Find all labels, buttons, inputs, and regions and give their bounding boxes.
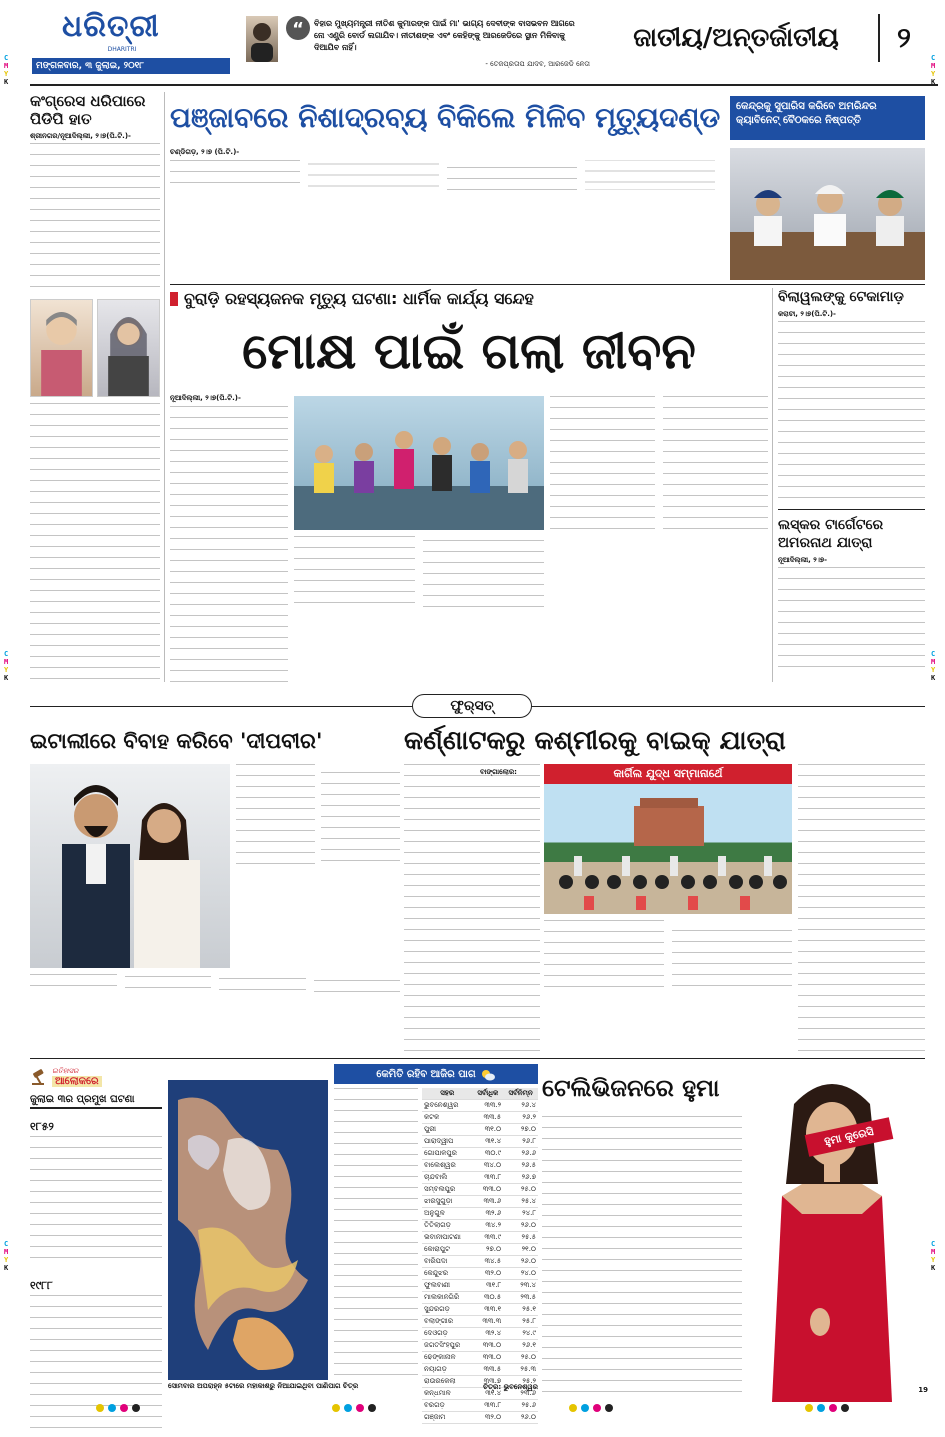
quote-mark-icon: “ — [286, 16, 310, 40]
weather-row — [422, 1112, 538, 1124]
weather-panel — [334, 1064, 538, 1421]
bike-rally-body-mid — [544, 920, 792, 1054]
weather-row — [422, 1244, 538, 1256]
history-label-top: ଇତିହାସର — [52, 1067, 79, 1075]
satellite-caption: ସୋମବାର ଅପରାହ୍ନ ୫ଟାରେ ମହାକାଶରୁ ନିଆଯାଇଥିବା ପାଣିପାଗ ଚିତ୍ର — [168, 1382, 359, 1390]
amarinder-cabinet-photo — [730, 148, 925, 280]
history-label — [52, 1067, 102, 1087]
weather-max-cell: ୩୧.୮ — [472, 1280, 503, 1292]
weather-min-cell: ୨୬.୭ — [503, 1172, 538, 1184]
reg-dots-1 — [94, 1397, 142, 1416]
burari-headline: ମୋକ୍ଷ ପାଇଁ ଗଲା ଜୀବନ — [242, 322, 696, 380]
kargil-banner: କାର୍ଗିଲ ଯୁଦ୍ଧ ସମ୍ମାନାର୍ଥେ — [544, 764, 792, 784]
weather-row — [422, 1124, 538, 1136]
section-label: ଜାତୀୟ/ଅନ୍ତର୍ଜାତୀୟ — [633, 23, 839, 53]
deepveer-story — [30, 724, 400, 1054]
weather-max-cell: ୩୨.୦ — [472, 1268, 503, 1280]
masthead-logo — [62, 8, 182, 56]
history-label-bottom: ଆଲୋକରେ — [52, 1076, 102, 1087]
weather-city-cell: ତିତିଲାଗଡ଼ — [422, 1220, 472, 1232]
weather-min-cell: ୨୫.୨ — [503, 1376, 538, 1388]
weather-max-cell: ୩୩.୭ — [472, 1376, 503, 1388]
weather-city-cell: ବାଲେଶ୍ୱର — [422, 1160, 472, 1172]
weather-min-cell: ୨୬.୦ — [503, 1256, 538, 1268]
weather-max-cell: ୩୦.୫ — [472, 1292, 503, 1304]
right-column — [778, 288, 925, 682]
weather-forecast-text — [334, 1088, 418, 1380]
quote-avatar — [246, 16, 278, 62]
weather-row — [422, 1412, 538, 1424]
bike-rally-story — [404, 724, 925, 1054]
weather-city-cell: ବଲାଙ୍ଗୀର — [422, 1316, 472, 1328]
deepveer-headline: ଇଟାଲୀରେ ବିବାହ କରିବେ 'ଦୀପବୀର' — [30, 729, 323, 753]
weather-city-cell: ପାରାଦ୍ୱୀପ — [422, 1136, 472, 1148]
weather-row — [422, 1364, 538, 1376]
weather-city-cell: ଝାରସୁଗୁଡ଼ା — [422, 1196, 472, 1208]
weather-max-cell: ୩୩.୧ — [472, 1304, 503, 1316]
history-title: ଜୁଲାଇ ୩ର ପ୍ରମୁଖ ଘଟଣା — [30, 1092, 162, 1109]
weather-min-cell: ୨୪.୮ — [503, 1208, 538, 1220]
kicker-bullet-icon — [170, 292, 178, 306]
logo-subtitle: DHARITRI — [107, 46, 137, 53]
weather-city-cell: ଭୁବନେଶ୍ୱର — [422, 1100, 472, 1112]
weather-min-cell: ୨୬.୧ — [503, 1340, 538, 1352]
weather-row — [422, 1328, 538, 1340]
weather-city-cell: ଭବାନୀପାଟଣା — [422, 1232, 472, 1244]
weather-max-cell: ୩୩.୬ — [472, 1196, 503, 1208]
weather-city-cell: ଦେଓଗଡ଼ — [422, 1328, 472, 1340]
weather-table-header — [422, 1088, 538, 1100]
history-item-2-year: ୧୯୮୮ — [30, 1279, 53, 1292]
weather-max-cell: ୩୧.୦ — [472, 1124, 503, 1136]
weather-min-cell: ୨୪.୦ — [503, 1268, 538, 1280]
fursat-banner-label: ଫୁର୍‌ସତ୍ — [450, 698, 494, 714]
weather-row — [422, 1280, 538, 1292]
burari-family-photo — [294, 396, 544, 530]
deepveer-body-right-of-photo — [236, 764, 400, 968]
burari-kicker-row — [170, 288, 768, 310]
congress-pdp-body-top — [30, 143, 160, 293]
fursat-banner — [412, 694, 532, 718]
gavel-icon — [30, 1068, 48, 1086]
sun-cloud-icon — [480, 1067, 496, 1081]
weather-row — [422, 1100, 538, 1112]
mehbooba-photo — [97, 299, 160, 397]
punjab-story — [170, 92, 925, 284]
weather-max-cell: ୩୧.୪ — [472, 1388, 503, 1400]
weather-max-cell: ୩୪.୦ — [472, 1160, 503, 1172]
weather-min-cell: ୨୫.୦ — [503, 1184, 538, 1196]
weather-row — [422, 1208, 538, 1220]
weather-min-cell: ୨୫.୪ — [503, 1196, 538, 1208]
weather-city-cell: କେନ୍ଦୁଝର — [422, 1268, 472, 1280]
weather-city-cell: କୋରାପୁଟ — [422, 1244, 472, 1256]
burari-body-left — [170, 406, 288, 682]
reg-dots-3 — [567, 1397, 615, 1416]
burari-body-right — [550, 396, 768, 682]
congress-pdp-story — [30, 92, 160, 680]
weather-min-cell: ୨୫.୬ — [503, 1400, 538, 1412]
weather-row — [422, 1184, 538, 1196]
weather-city-cell: ଫୁଲବାଣୀ — [422, 1280, 472, 1292]
huma-qureshi-photo — [742, 1064, 925, 1402]
weather-row — [422, 1136, 538, 1148]
cmyk-marks-mid-left: C M Y K — [4, 650, 9, 682]
weather-max-cell: ୩୩.୮ — [472, 1172, 503, 1184]
bike-rally-body-right — [798, 764, 925, 1054]
cmyk-marks-mid-right: C M Y K — [931, 650, 936, 682]
huma-caption: ହୁମା କୁରେସି — [805, 1117, 894, 1156]
history-box — [30, 1064, 162, 1402]
punjab-body — [170, 160, 715, 278]
weather-city-cell: ସମ୍ବଲପୁର — [422, 1184, 472, 1196]
weather-row — [422, 1256, 538, 1268]
cmyk-marks-top-left: C M Y K — [4, 54, 9, 86]
weather-max-cell: ୩୩.୮ — [472, 1400, 503, 1412]
weather-row — [422, 1316, 538, 1328]
congress-pdp-body-bottom — [30, 403, 160, 683]
bilawal-headline: ବିଲାୱଲଙ୍କୁ ଟେକାମାଡ଼ — [778, 289, 904, 305]
weather-city-cell: ଚାନ୍ଦବାଲି — [422, 1172, 472, 1184]
weather-min-cell: ୨୬.୦ — [503, 1220, 538, 1232]
weather-min-cell: ୨୫.୮ — [503, 1316, 538, 1328]
lashkar-headline: ଲସ୍କର ଟାର୍ଗେଟରେ ଅମରନାଥ ଯାତ୍ରା — [778, 517, 884, 551]
weather-max-cell: ୩୨.୦ — [472, 1412, 503, 1424]
weather-min-cell: ୨୬.୨ — [503, 1112, 538, 1124]
burari-story — [170, 288, 768, 682]
weather-city-cell: ଜଗତସିଂହପୁର — [422, 1340, 472, 1352]
weather-min-cell: ୨୩.୫ — [503, 1292, 538, 1304]
sonia-photo — [30, 299, 93, 397]
sonia-mehbooba-photo — [30, 299, 160, 397]
weather-col-min: ସର୍ବନିମ୍ନ — [503, 1088, 538, 1100]
weather-city-cell: ଗଞ୍ଜାମ — [422, 1412, 472, 1424]
weather-max-cell: ୨୭.୦ — [472, 1244, 503, 1256]
quote-author: - ତେଜପ୍ରତାପ ଯାଦବ, ଆରଜେଡି ନେତା — [485, 60, 590, 68]
weather-city-cell: ମାଲକାନଗିରି — [422, 1292, 472, 1304]
satellite-weather-map — [168, 1080, 328, 1380]
weather-row — [422, 1268, 538, 1280]
weather-city-cell: ପୁରୀ — [422, 1124, 472, 1136]
weather-row — [422, 1172, 538, 1184]
history-item-1-year: ୧୮୫୨ — [30, 1120, 54, 1133]
weather-col-city: ସହର — [422, 1088, 472, 1100]
weather-min-cell: ୨୫.୫ — [503, 1232, 538, 1244]
lashkar-dateline: ନୂଆଦିଲ୍ଲୀ, ୨।୭- — [778, 556, 828, 564]
weather-max-cell: ୩୩.୫ — [472, 1112, 503, 1124]
weather-max-cell: ୩୪.୨ — [472, 1220, 503, 1232]
weather-max-cell: ୩୩.୦ — [472, 1340, 503, 1352]
ranveer-deepika-photo — [30, 764, 230, 968]
weather-city-cell: ସୁନ୍ଦରଗଡ଼ — [422, 1304, 472, 1316]
weather-min-cell: ୨୩.୬ — [503, 1388, 538, 1400]
weather-row — [422, 1304, 538, 1316]
weather-min-cell: ୨୪.୯ — [503, 1328, 538, 1340]
burari-dateline: ନୂଆଦିଲ୍ଲୀ, ୨।୭(ପି.ଟି.)- — [170, 394, 241, 402]
weather-city-cell: କନ୍ଧମାଳ — [422, 1388, 472, 1400]
weather-min-cell: ୨୬.୦ — [503, 1412, 538, 1424]
weather-max-cell: ୩୩.୦ — [472, 1184, 503, 1196]
weather-max-cell: ୩୪.୫ — [472, 1256, 503, 1268]
history-item-1 — [30, 1115, 162, 1268]
masthead — [0, 0, 945, 88]
huma-headline: ଟେଲିଭିଜନରେ ହୁମା — [542, 1074, 720, 1102]
punjab-dateline: ଚଣ୍ଡିଗଡ଼, ୨।୭ (ପି.ଟି.)- — [170, 148, 240, 156]
weather-row — [422, 1292, 538, 1304]
cmyk-marks-top-right: C M Y K — [931, 54, 936, 86]
deepveer-body-bottom — [30, 974, 400, 1054]
reg-dots-4 — [803, 1397, 851, 1416]
bilawal-dateline: କରାଚୀ, ୨।୭(ପି.ଟି.)- — [778, 310, 836, 318]
weather-row — [422, 1160, 538, 1172]
bike-rally-body-left — [404, 764, 540, 1054]
punjab-subhead: କେନ୍ଦ୍ରକୁ ସୁପାରିସ କରିବେ ଅମରିନ୍ଦର କ୍ୟାବିନେଟ୍ ବୈଠକରେ ନିଷ୍ପତ୍ତି — [730, 96, 925, 140]
weather-min-cell: ୨୫.୦ — [503, 1352, 538, 1364]
huma-body — [542, 1116, 742, 1402]
weather-min-cell: ୨୭.୦ — [503, 1124, 538, 1136]
history-item-1-text — [30, 1136, 162, 1268]
weather-min-cell: ୨୫.୧ — [503, 1304, 538, 1316]
weather-min-cell: ୨୫.୩ — [503, 1364, 538, 1376]
weather-row — [422, 1352, 538, 1364]
weather-table — [422, 1088, 538, 1424]
weather-max-cell: ୩୧.୪ — [472, 1136, 503, 1148]
history-label-row — [30, 1064, 162, 1090]
weather-max-cell: ୩୦.୯ — [472, 1148, 503, 1160]
weather-max-cell: ୩୩.୦ — [472, 1352, 503, 1364]
weather-city-cell: ନୟାଗଡ଼ — [422, 1364, 472, 1376]
quote-text: ବିହାର ମୁଖ୍ୟମନ୍ତ୍ରୀ ନୀତିଶ କୁମାରଙ୍କ ପାଇଁ ମା' ଭାଗ୍ୟ ଦେବୀଙ୍କ ବାସଭବନ ଆଗରେ ନୋ ଏଣ୍ଟ୍ରି ବୋର୍ଡ ଲଗାଯିବ। ନୀତୀଶଙ୍କ ଏବଂ କେହିଙ୍କୁ ଆରଜେଡିରେ ସ୍ଥାନ ମିଳିବାକୁ ଦିଆଯିବ ନାହିଁ। — [314, 19, 575, 52]
weather-row — [422, 1232, 538, 1244]
huma-story — [542, 1064, 925, 1402]
weather-row — [422, 1220, 538, 1232]
weather-min-cell: ୨୬.୫ — [503, 1160, 538, 1172]
punjab-headline: ପଞ୍ଜାବରେ ନିଶାଦ୍ରବ୍ୟ ବିକିଲେ ମିଳିବ ମୃତ୍ୟୁଦଣ୍ଡ — [170, 101, 721, 134]
weather-city-cell: ଅନୁଗୁଳ — [422, 1208, 472, 1220]
weather-max-cell: ୩୨.୪ — [472, 1328, 503, 1340]
color-registration-dots — [0, 1400, 945, 1412]
page-number: ୨ — [897, 21, 911, 54]
weather-min-cell: ୨୬.୮ — [503, 1136, 538, 1148]
masthead-divider — [30, 84, 938, 86]
weather-row — [422, 1340, 538, 1352]
logo-wordmark: ଧରିତ୍ରୀ — [62, 9, 160, 44]
history-item-2-text — [30, 1295, 162, 1437]
reg-dots-2 — [330, 1397, 378, 1416]
weather-min-cell: ୨୬.୪ — [503, 1100, 538, 1112]
masthead-date: ମଙ୍ଗଳବାର, ୩ ଜୁଲାଇ, ୨୦୧୮ — [32, 58, 230, 74]
congress-pdp-headline: କଂଗ୍ରେସ ଧରିପାରେ ପିଡିପି ହାତ — [30, 92, 146, 128]
weather-city-cell: ରାଉରକେଲା — [422, 1376, 472, 1388]
burari-body-under-photo — [294, 536, 544, 682]
weather-city-cell: ଗୋପାଳପୁର — [422, 1148, 472, 1160]
weather-min-cell: ୨୬.୬ — [503, 1148, 538, 1160]
weather-title: କେମିତି ରହିବ ଆଜିର ପାଗ — [376, 1068, 476, 1080]
weather-title-bar — [334, 1064, 538, 1084]
bikers-group-photo — [544, 784, 792, 914]
weather-city-cell: ବାରିପଦା — [422, 1256, 472, 1268]
folio-number: 19 — [918, 1386, 928, 1394]
weather-max-cell: ୩୩.୯ — [472, 1232, 503, 1244]
weather-max-cell: ୩୩.୩ — [472, 1316, 503, 1328]
burari-kicker: ବୁରାଡ଼ି ରହସ୍ୟଜନକ ମୃତ୍ୟୁ ଘଟଣା: ଧାର୍ମିକ କାର୍ଯ୍ୟ ସନ୍ଦେହ — [184, 289, 534, 308]
bike-rally-dateline: ବାଙ୍ଗାଲୋର: — [480, 768, 517, 776]
weather-city-cell: ଢେଙ୍କାନାଳ — [422, 1352, 472, 1364]
weather-city-cell: ବରଗଡ଼ — [422, 1400, 472, 1412]
weather-col-max: ସର୍ବାଧିକ — [472, 1088, 503, 1100]
weather-source: ଚିତ୍ର: ଭୁବନେଶ୍ୱର — [483, 1383, 538, 1391]
weather-min-cell: ୨୧.୦ — [503, 1244, 538, 1256]
cmyk-marks-bottom-right: C M Y K — [931, 1240, 936, 1272]
weather-min-cell: ୨୩.୪ — [503, 1280, 538, 1292]
weather-row — [422, 1196, 538, 1208]
weather-max-cell: ୩୨.୬ — [472, 1208, 503, 1220]
weather-max-cell: ୩୩.୨ — [472, 1100, 503, 1112]
bilawal-body — [778, 321, 925, 503]
weather-city-cell: କଟକ — [422, 1112, 472, 1124]
congress-pdp-dateline: ଶ୍ରୀନଗର/ନୂଆଦିଲ୍ଲୀ, ୨।୭(ପି.ଟି.)- — [30, 132, 131, 140]
cmyk-marks-bottom-left: C M Y K — [4, 1240, 9, 1272]
weather-max-cell: ୩୩.୫ — [472, 1364, 503, 1376]
lashkar-body — [778, 567, 925, 677]
weather-row — [422, 1148, 538, 1160]
bike-rally-headline: କର୍ଣ୍ଣାଟକରୁ କଶ୍ମୀରକୁ ବାଇକ୍ ଯାତ୍ରା — [404, 726, 786, 756]
